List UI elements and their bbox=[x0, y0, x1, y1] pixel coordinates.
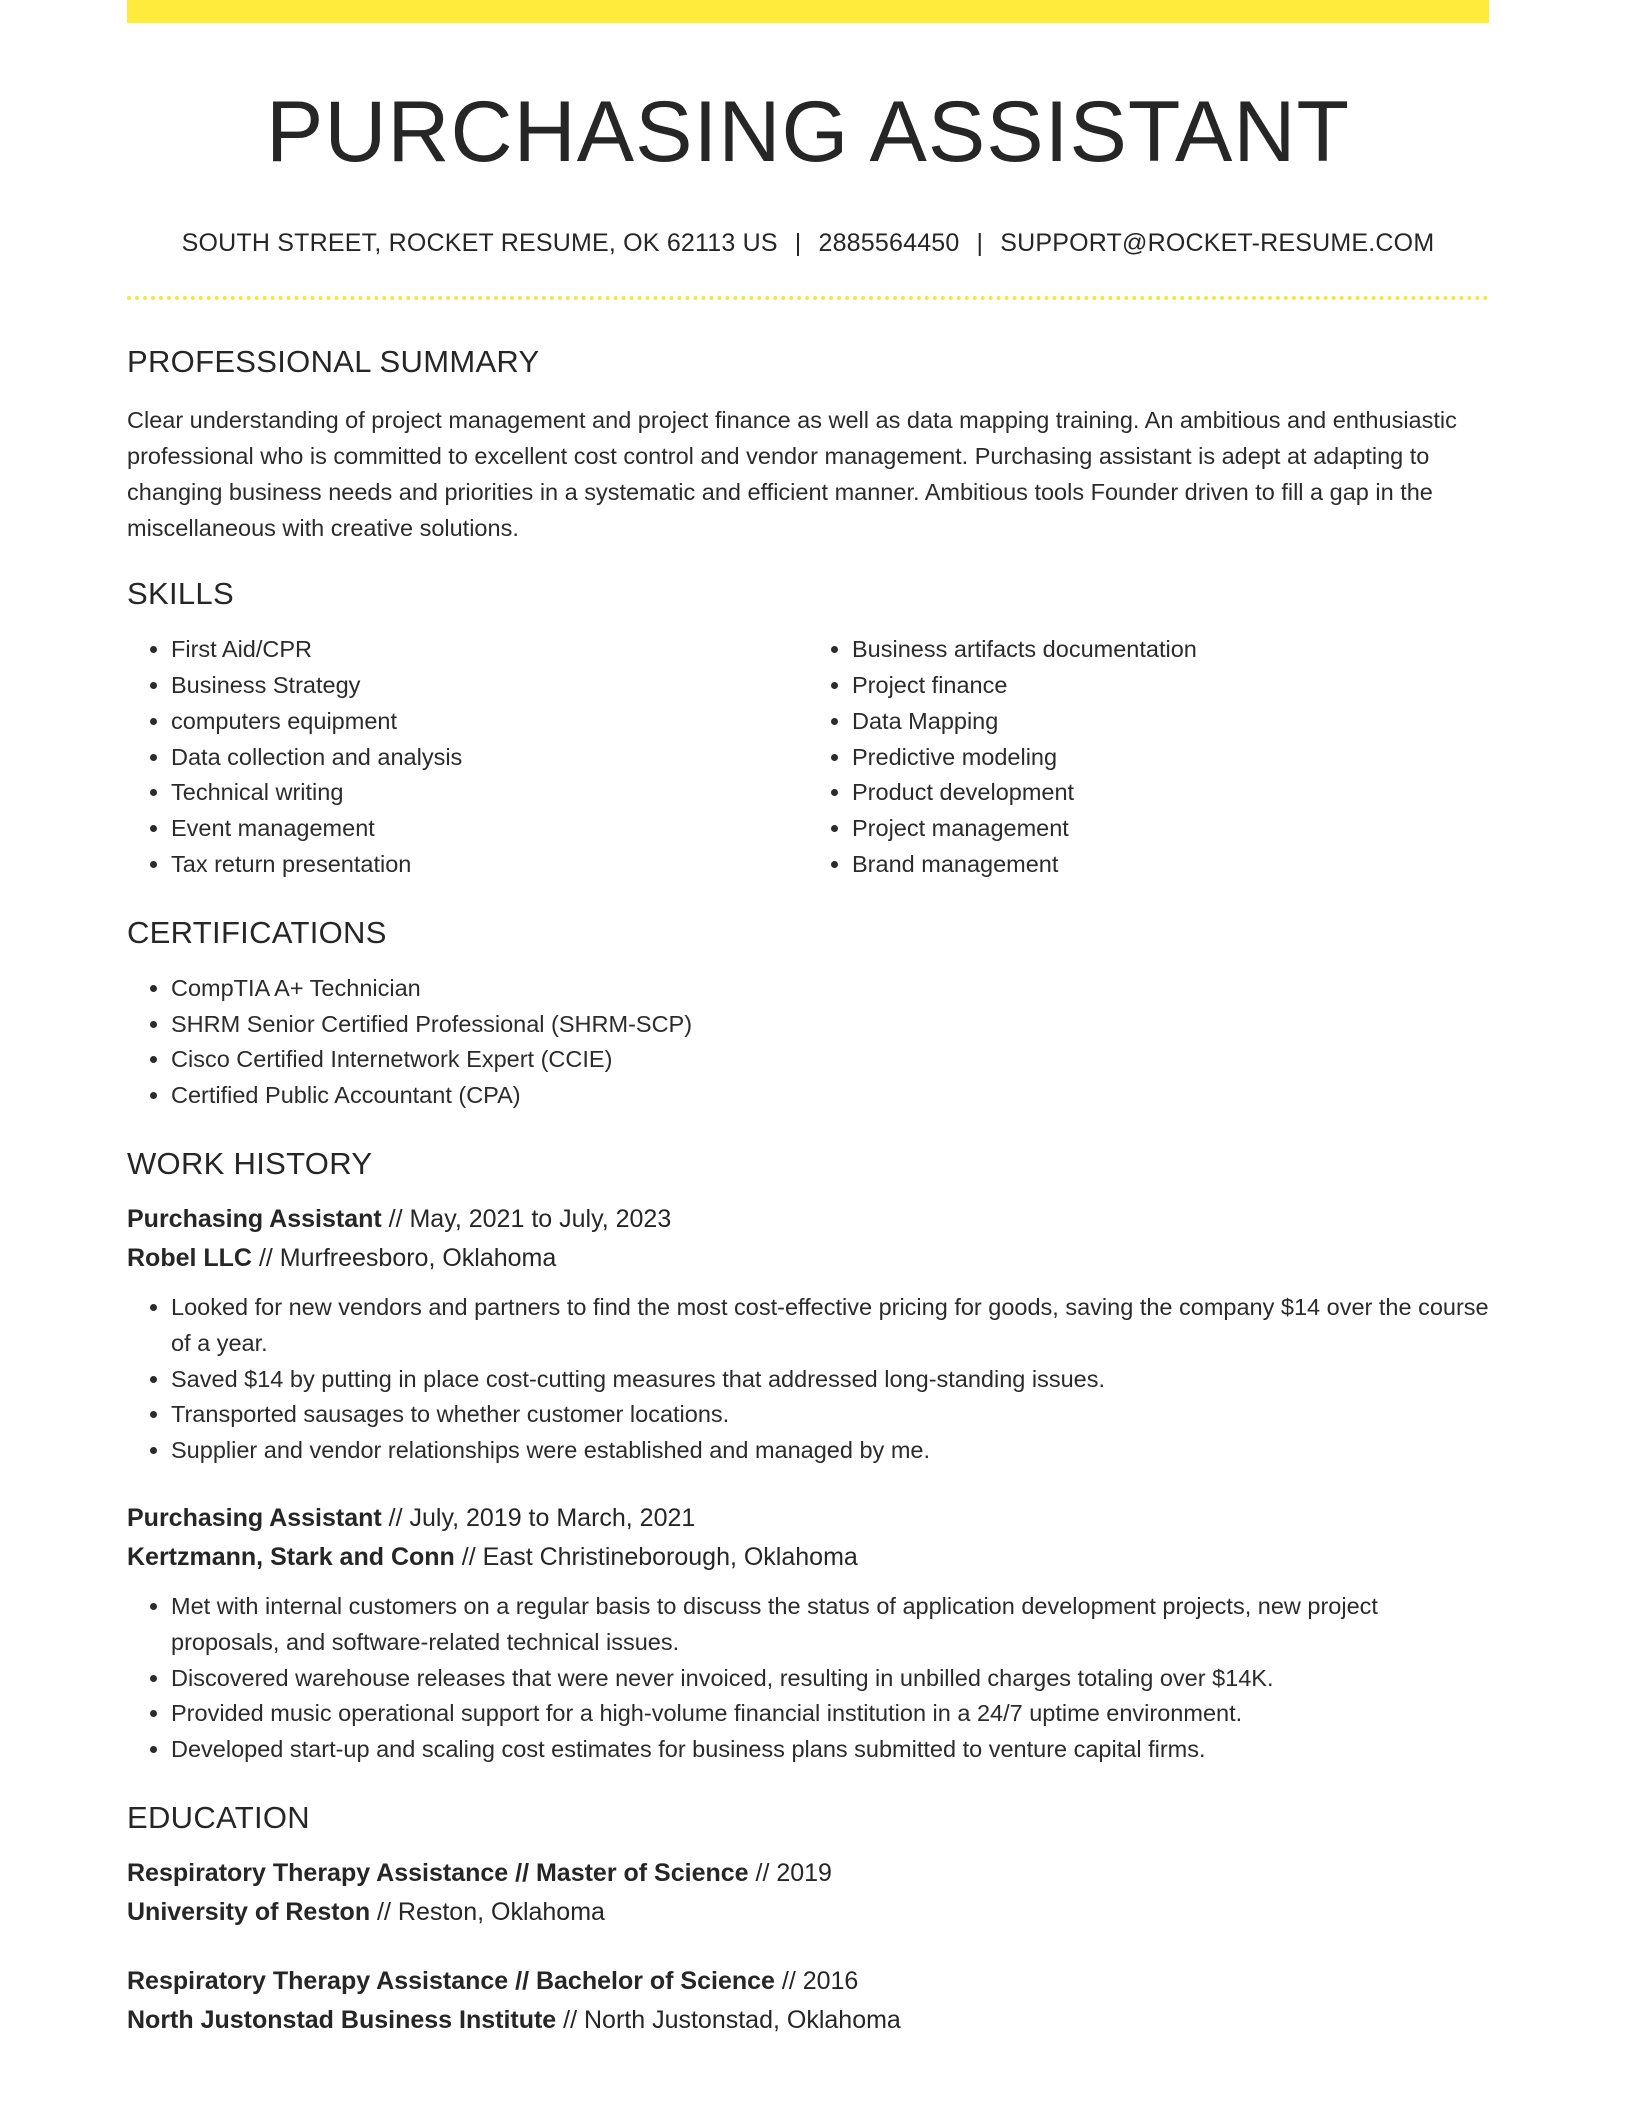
skill-item: • Event management bbox=[171, 811, 808, 847]
job-location: // East Christineborough, Oklahoma bbox=[454, 1543, 858, 1572]
education-degree: Respiratory Therapy Assistance // Bachelor of Science bbox=[127, 1967, 775, 1996]
skill-item: • Project finance bbox=[852, 668, 1489, 704]
job-bullets bbox=[127, 1589, 1489, 1768]
job-company: Kertzmann, Stark and Conn bbox=[127, 1543, 455, 1572]
job-company-line bbox=[127, 1538, 1489, 1577]
skill-item: • Tax return presentation bbox=[171, 847, 808, 883]
contact-address: SOUTH STREET, ROCKET RESUME, OK 62113 US bbox=[181, 229, 778, 258]
education-location: // North Justonstad, Oklahoma bbox=[556, 2006, 901, 2035]
skill-item: • Business Strategy bbox=[171, 668, 808, 704]
job-company: Robel LLC bbox=[127, 1244, 252, 1273]
job-role-line bbox=[127, 1499, 1489, 1538]
accent-top-bar bbox=[127, 0, 1489, 23]
skill-item: • Data Mapping bbox=[852, 704, 1489, 740]
skills-list-left bbox=[127, 632, 808, 883]
job-bullet: • Developed start-up and scaling cost estimates for business plans submitted to venture capital firms. bbox=[171, 1732, 1489, 1768]
job-role: Purchasing Assistant bbox=[127, 1504, 382, 1533]
job-bullet: • Discovered warehouse releases that were never invoiced, resulting in unbilled charges totaling over $14K. bbox=[171, 1661, 1489, 1697]
job-bullet: • Saved $14 by putting in place cost-cutting measures that addressed long-standing issues. bbox=[171, 1362, 1489, 1398]
dotted-divider bbox=[127, 296, 1489, 300]
job-bullet: • Transported sausages to whether customer locations. bbox=[171, 1397, 1489, 1433]
job-dates: // May, 2021 to July, 2023 bbox=[381, 1205, 672, 1234]
job-bullets bbox=[127, 1290, 1489, 1469]
job-entry bbox=[127, 1499, 1489, 1768]
work-history-heading: WORK HISTORY bbox=[127, 1146, 373, 1182]
job-bullet: • Supplier and vendor relationships were established and managed by me. bbox=[171, 1433, 1489, 1469]
certification-item: • Certified Public Accountant (CPA) bbox=[171, 1078, 1489, 1114]
education-degree: Respiratory Therapy Assistance // Master of Science bbox=[127, 1859, 749, 1888]
contact-phone: 2885564450 bbox=[818, 229, 960, 258]
job-bullet: • Looked for new vendors and partners to find the most cost-effective pricing for goods, saving the company $14 over the course of a year. bbox=[171, 1290, 1489, 1362]
contact-separator: | bbox=[976, 229, 984, 258]
skills-grid bbox=[127, 632, 1489, 883]
skill-item: • Data collection and analysis bbox=[171, 740, 808, 776]
education-year: // 2016 bbox=[774, 1967, 859, 1996]
resume-page bbox=[127, 0, 1489, 2040]
certification-item: • CompTIA A+ Technician bbox=[171, 971, 1489, 1007]
education-degree-line bbox=[127, 1962, 1489, 2001]
contact-separator: | bbox=[794, 229, 802, 258]
education-school: North Justonstad Business Institute bbox=[127, 2006, 557, 2035]
certifications-heading: CERTIFICATIONS bbox=[127, 914, 387, 950]
job-location: // Murfreesboro, Oklahoma bbox=[252, 1244, 557, 1273]
summary-heading: PROFESSIONAL SUMMARY bbox=[127, 344, 540, 380]
skill-item: • First Aid/CPR bbox=[171, 632, 808, 668]
skill-item: • Product development bbox=[852, 775, 1489, 811]
certifications-list bbox=[127, 971, 1489, 1114]
skill-item: • computers equipment bbox=[171, 704, 808, 740]
job-role: Purchasing Assistant bbox=[127, 1205, 382, 1234]
education-year: // 2019 bbox=[748, 1859, 832, 1888]
skill-item: • Technical writing bbox=[171, 775, 808, 811]
education-entry bbox=[127, 1854, 1489, 1932]
job-entry bbox=[127, 1200, 1489, 1469]
education-degree-line bbox=[127, 1854, 1489, 1893]
education-location: // Reston, Oklahoma bbox=[370, 1898, 605, 1927]
education-school-line bbox=[127, 2001, 1489, 2040]
certification-item: • Cisco Certified Internetwork Expert (CCIE) bbox=[171, 1042, 1489, 1078]
education-school: University of Reston bbox=[127, 1898, 371, 1927]
job-bullet: • Provided music operational support for a high-volume financial institution in a 24/7 uptime environment. bbox=[171, 1696, 1489, 1732]
skills-heading: SKILLS bbox=[127, 576, 234, 612]
job-bullet: • Met with internal customers on a regular basis to discuss the status of application development projects, new project proposals, and software-related technical issues. bbox=[171, 1589, 1489, 1661]
certification-item: • SHRM Senior Certified Professional (SHRM-SCP) bbox=[171, 1007, 1489, 1043]
summary-text: Clear understanding of project management and project finance as well as data mapping training. An ambitious and enthusiastic professional who is committed to excellent cost control and vendor management. Purchasing assistant is adept at adapting to changing business needs and priorities in a systematic and efficient manner. Ambitious tools Founder driven to fill a gap in the miscellaneous with creative solutions. bbox=[127, 407, 1457, 542]
contact-line bbox=[127, 229, 1489, 258]
skill-item: • Project management bbox=[852, 811, 1489, 847]
skill-item: • Brand management bbox=[852, 847, 1489, 883]
job-company-line bbox=[127, 1239, 1489, 1278]
job-dates: // July, 2019 to March, 2021 bbox=[381, 1504, 696, 1533]
skill-item: • Predictive modeling bbox=[852, 740, 1489, 776]
skills-list-right bbox=[808, 632, 1489, 883]
job-role-line bbox=[127, 1200, 1489, 1239]
skill-item: • Business artifacts documentation bbox=[852, 632, 1489, 668]
education-entry bbox=[127, 1962, 1489, 2040]
resume-title: PURCHASING ASSISTANT bbox=[265, 84, 1351, 180]
education-school-line bbox=[127, 1893, 1489, 1932]
education-heading: EDUCATION bbox=[127, 1800, 310, 1836]
contact-email: SUPPORT@ROCKET-RESUME.COM bbox=[1000, 229, 1435, 258]
